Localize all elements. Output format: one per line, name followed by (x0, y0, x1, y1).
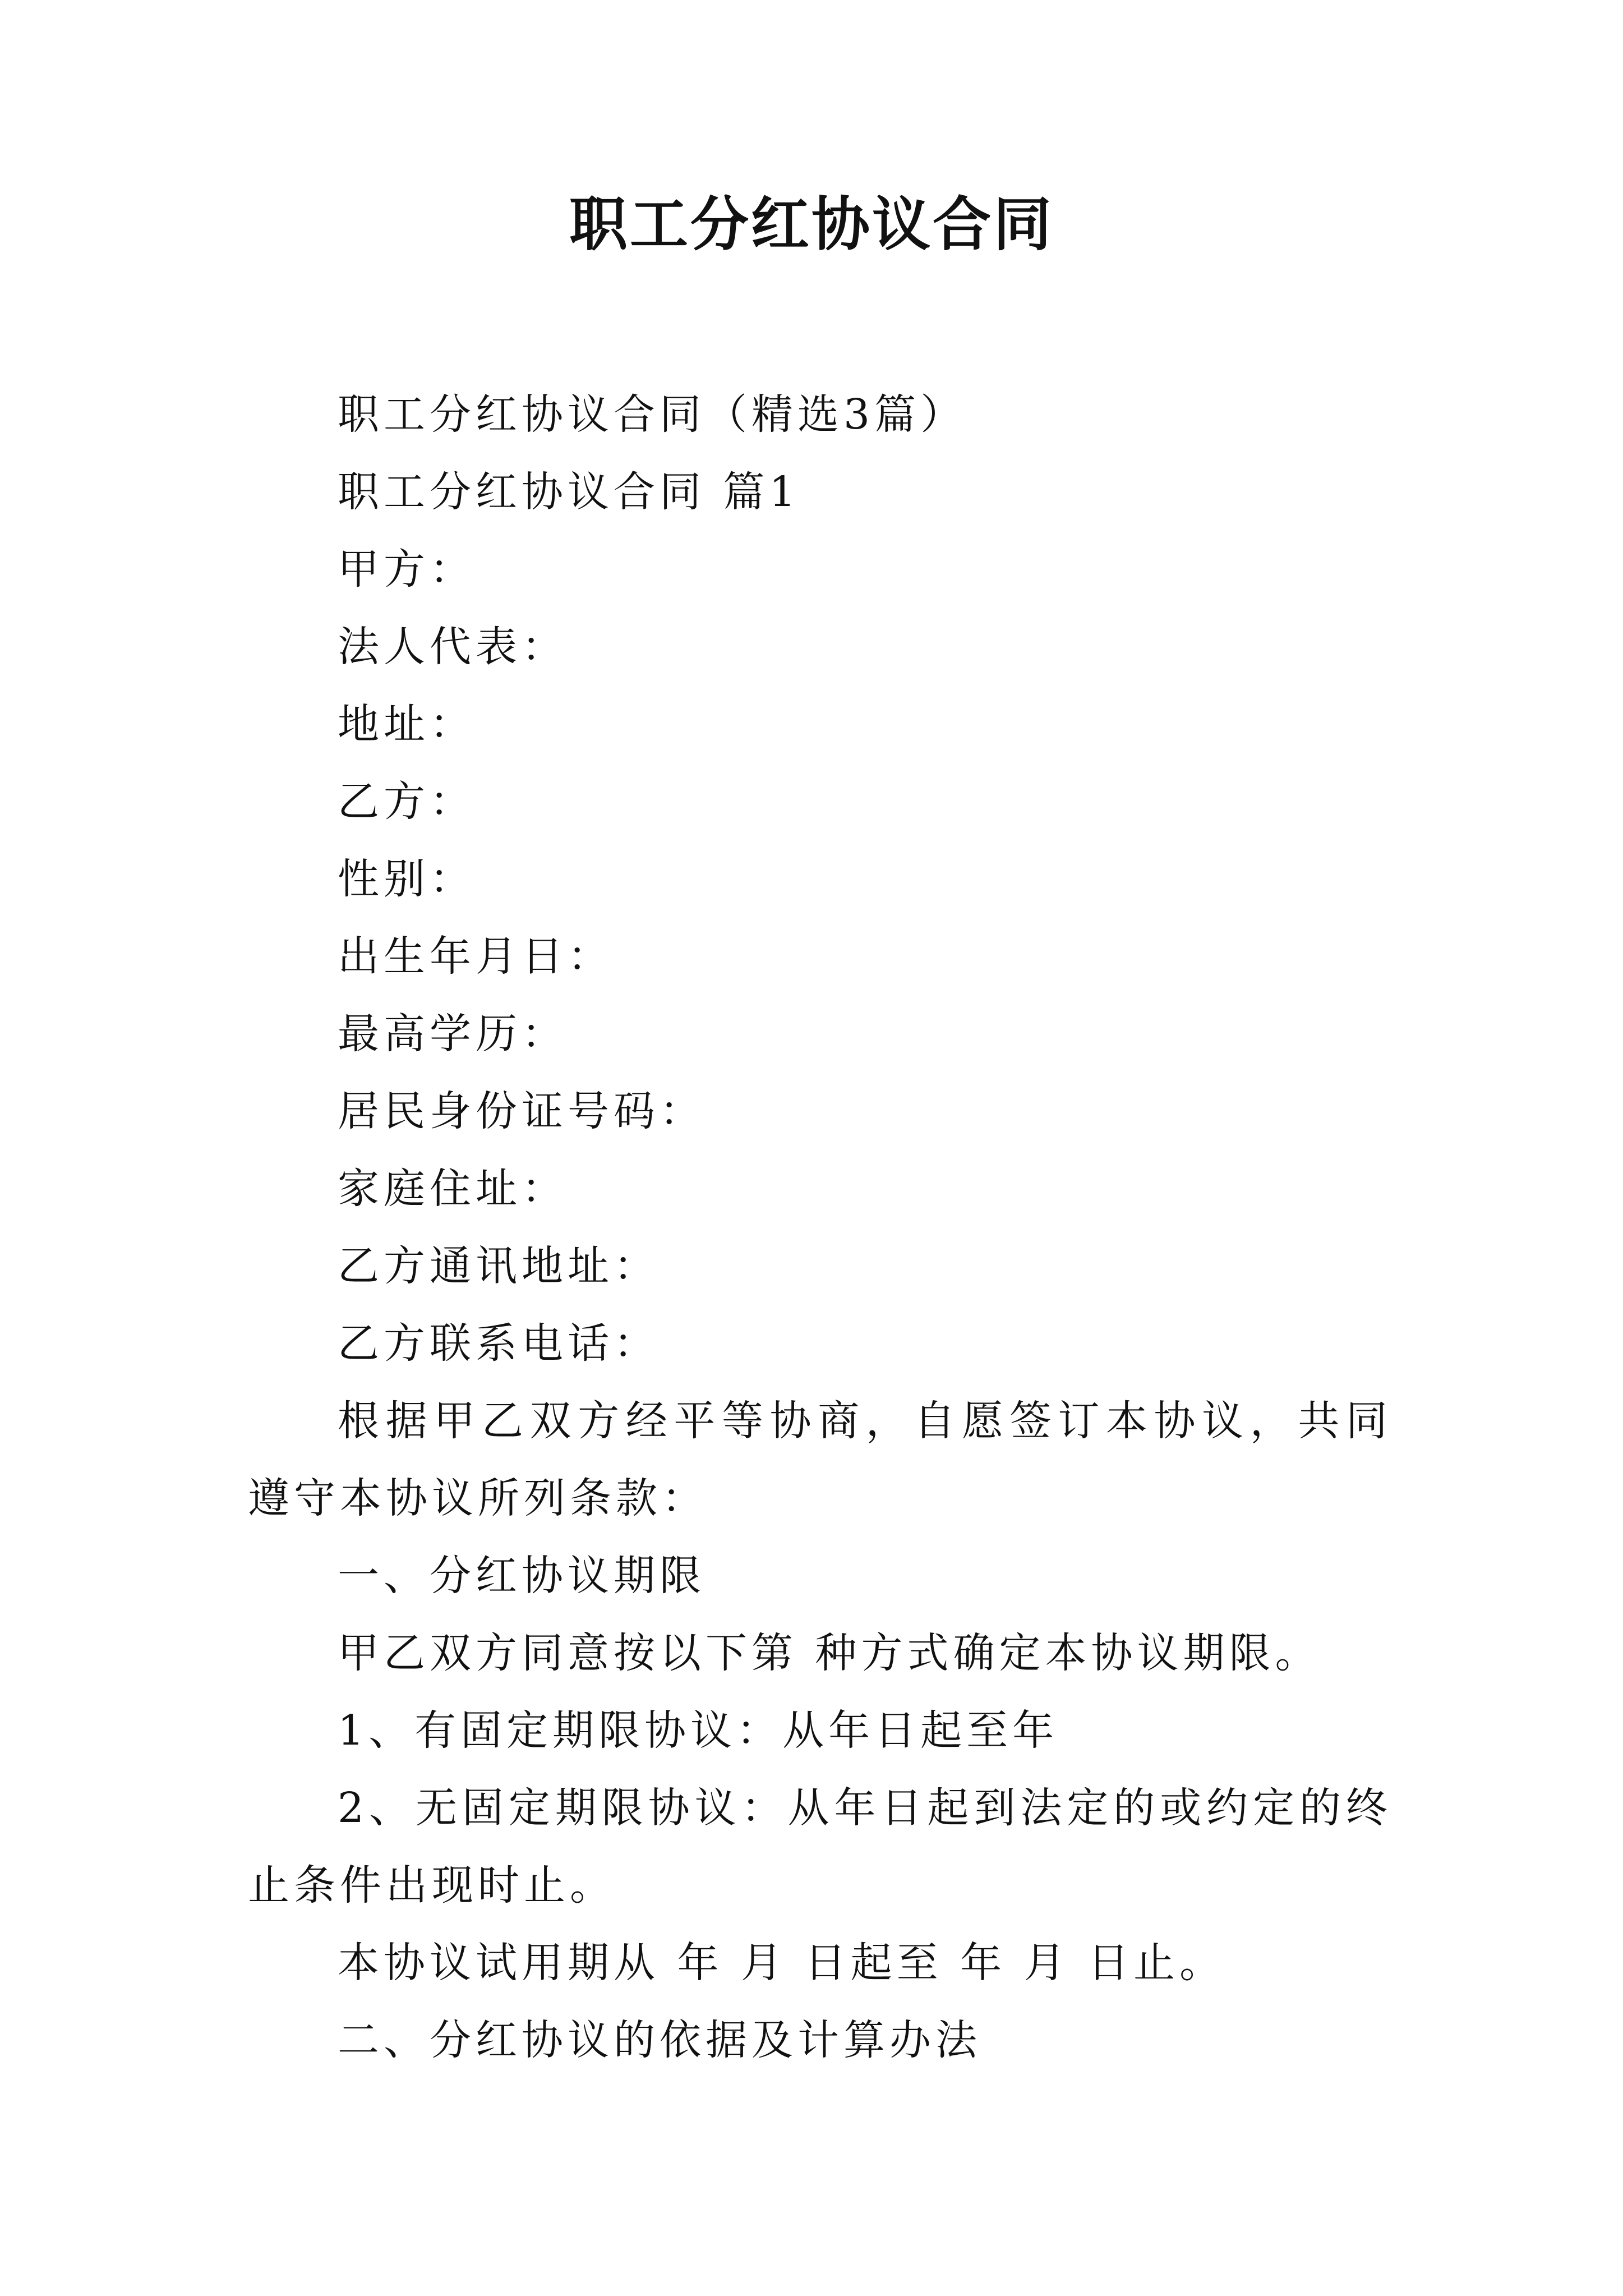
document-title: 职工分红协议合同 (569, 190, 1054, 259)
paragraph-subtitle: 职工分红协议合同（精选3篇） (338, 390, 967, 439)
field-education: 最高学历： (338, 1010, 568, 1058)
field-birth-date: 出生年月日： (338, 932, 614, 981)
paragraph-probation: 本协议试用期从 年 月 日起至 年 月 日止。 (338, 1939, 1226, 1987)
paragraph-term-method: 甲乙双方同意按以下第 种方式确定本协议期限。 (338, 1629, 1321, 1677)
field-id-number: 居民身份证号码： (338, 1087, 706, 1135)
field-address: 地址： (338, 700, 476, 748)
field-party-b-phone: 乙方联系电话： (338, 1319, 660, 1368)
field-home-address: 家庭住址： (338, 1165, 568, 1213)
field-gender: 性别： (338, 855, 476, 903)
heading-section-2: 二、分红协议的依据及计算办法 (338, 2016, 981, 2064)
field-party-b: 乙方： (338, 777, 476, 826)
document-body (248, 376, 1392, 2079)
field-party-b-mailing-address: 乙方通讯地址： (338, 1242, 660, 1290)
heading-section-1: 一、分红协议期限 (338, 1552, 706, 1600)
field-party-a: 甲方： (338, 545, 476, 593)
paragraph-section-heading: 职工分红协议合同 篇1 (338, 468, 800, 516)
field-legal-representative: 法人代表： (338, 623, 568, 671)
paragraph-preamble: 根据甲乙双方经平等协商，自愿签订本协议，共同遵守本协议所列条款： (248, 1397, 1392, 1522)
paragraph-fixed-term: 1、有固定期限协议：从年日起至年 (338, 1706, 1059, 1755)
paragraph-open-term: 2、无固定期限协议：从年日起到法定的或约定的终止条件出现时止。 (248, 1784, 1392, 1910)
